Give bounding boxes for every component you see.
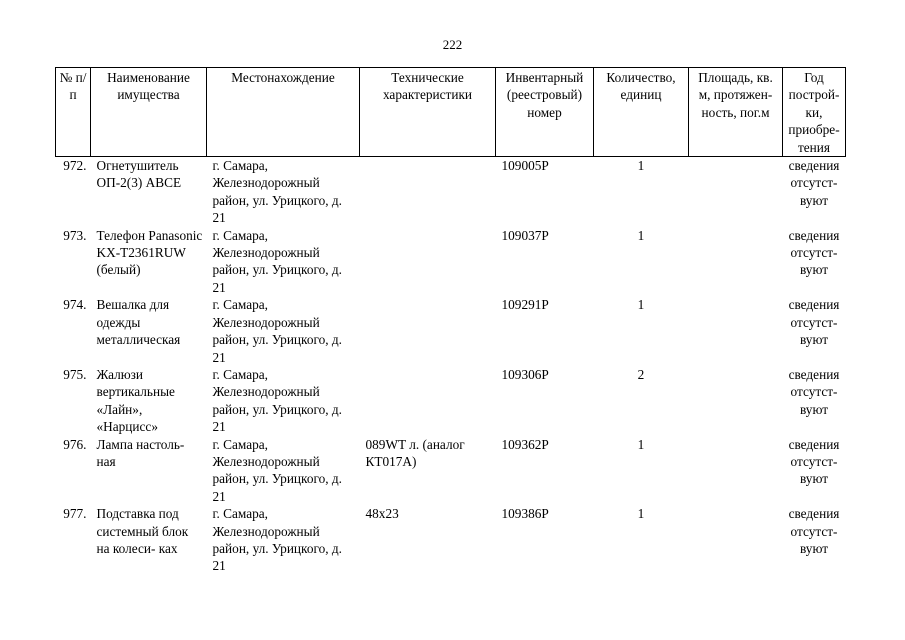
row-tech	[360, 157, 496, 227]
table-row	[56, 436, 846, 506]
page-number: 222	[442, 37, 463, 52]
row-location: г. Самара, Железнодорожный район, ул. Урицкого, д. 21	[212, 158, 342, 226]
row-tech	[360, 296, 496, 366]
row-num: 975.	[63, 366, 87, 382]
row-qty: 1	[637, 158, 645, 174]
header-location: Местонахождение	[207, 68, 360, 157]
row-location: г. Самара, Железнодорожный район, ул. Урицкого, д. 21	[212, 506, 342, 574]
row-area	[689, 296, 783, 366]
row-num: 973.	[63, 227, 87, 243]
row-area	[689, 366, 783, 436]
row-year: сведения отсутст- вуют	[788, 436, 840, 487]
row-num: 974.	[63, 297, 87, 313]
header-area: Площадь, кв. м, протяжен- ность, пог.м	[689, 68, 783, 157]
row-location: г. Самара, Железнодорожный район, ул. Урицкого, д. 21	[212, 227, 342, 295]
table-header-row	[56, 68, 846, 157]
row-num: 976.	[63, 436, 87, 452]
header-num: № п/п	[56, 68, 91, 157]
row-location: г. Самара, Железнодорожный район, ул. Урицкого, д. 21	[212, 366, 342, 435]
row-area	[689, 436, 783, 506]
row-tech	[360, 227, 496, 297]
row-name: Жалюзи вертикальные «Лайн», «Нарцисс»	[96, 366, 175, 435]
row-year: сведения отсутст- вуют	[788, 227, 840, 278]
row-inv: 109291Р	[501, 297, 549, 313]
table-row	[56, 227, 846, 297]
row-qty: 1	[637, 297, 645, 313]
row-qty: 2	[637, 366, 645, 382]
row-tech: 48х23	[365, 506, 399, 522]
property-table	[55, 67, 846, 575]
row-name: Подставка под системный блок на колеси- ках	[96, 506, 189, 556]
row-qty: 1	[637, 506, 645, 522]
row-name: Вешалка для одежды металлическая	[96, 297, 181, 348]
table-row	[56, 366, 846, 436]
row-qty: 1	[637, 436, 645, 452]
header-qty: Количество, единиц	[594, 68, 689, 157]
table-row	[56, 296, 846, 366]
row-inv: 109386Р	[501, 506, 549, 522]
row-location: г. Самара, Железнодорожный район, ул. Урицкого, д. 21	[212, 297, 342, 365]
row-tech: 089WT л. (аналог КТ017А)	[365, 436, 465, 469]
row-year: сведения отсутст- вуют	[788, 506, 840, 556]
row-num: 977.	[63, 506, 87, 522]
row-inv: 109005Р	[501, 158, 549, 174]
row-num: 972.	[63, 158, 87, 174]
header-inv: Инвентарный (реестровый) номер	[496, 68, 594, 157]
header-name: Наименование имущества	[91, 68, 207, 157]
row-name: Телефон Panasonic KX-T2361RUW (белый)	[96, 227, 203, 278]
row-year: сведения отсутст- вуют	[788, 297, 840, 348]
row-area	[689, 227, 783, 297]
row-year: сведения отсутст- вуют	[788, 366, 840, 417]
row-inv: 109037Р	[501, 227, 549, 243]
row-location: г. Самара, Железнодорожный район, ул. Урицкого, д. 21	[212, 436, 342, 504]
table-row	[56, 157, 846, 227]
row-name: Огнетушитель ОП-2(3) АВСЕ	[96, 158, 182, 191]
row-inv: 109362Р	[501, 436, 549, 452]
row-area	[689, 505, 783, 575]
header-tech: Технические характеристики	[360, 68, 496, 157]
row-area	[689, 157, 783, 227]
row-inv: 109306Р	[501, 366, 549, 382]
header-year: Год построй- ки, приобре- тения	[783, 68, 846, 157]
row-tech	[360, 366, 496, 436]
row-year: сведения отсутст- вуют	[788, 158, 840, 208]
row-qty: 1	[637, 227, 645, 243]
row-name: Лампа настоль- ная	[96, 436, 185, 469]
table-row	[56, 505, 846, 575]
